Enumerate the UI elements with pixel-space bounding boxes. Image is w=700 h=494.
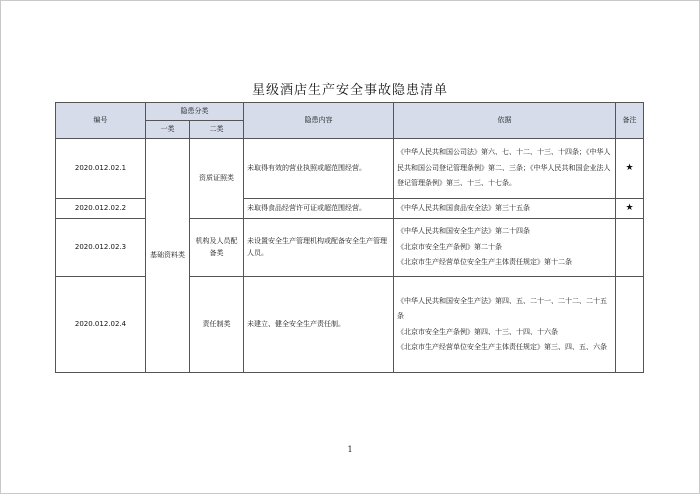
header-basis: 依据 bbox=[394, 103, 616, 139]
row-basis bbox=[394, 219, 616, 277]
table-row bbox=[56, 277, 644, 373]
row-note: ★ bbox=[616, 199, 644, 219]
hazard-table bbox=[55, 102, 644, 373]
document-title: 星级酒店生产安全事故隐患清单 bbox=[251, 83, 448, 98]
table-row bbox=[56, 139, 644, 199]
row-note bbox=[616, 219, 644, 277]
row-basis bbox=[394, 277, 616, 373]
row-code: 2020.012.02.1 bbox=[56, 139, 146, 199]
header-code: 编号 bbox=[56, 103, 146, 139]
basis-line: 《中华人民共和国安全生产法》第二十四条 bbox=[397, 227, 530, 236]
row-basis bbox=[394, 139, 616, 199]
header-row bbox=[56, 103, 644, 121]
row-note: ★ bbox=[616, 139, 644, 199]
row-code: 2020.012.02.3 bbox=[56, 219, 146, 277]
basis-line: 《中华人民共和国公司法》第六、七、十二、十三、十四条；《中华人民共和国公司登记管理条例》第二、三条；《中华人民共和国企业法人登记管理条例》第三、十三、十七条。 bbox=[397, 148, 611, 188]
basis-line: 《北京市安全生产条例》第二十条 bbox=[397, 242, 502, 251]
header-category: 隐患分类 bbox=[146, 103, 244, 121]
basis-line: 《北京市安全生产条例》第四、十三、十四、十六条 bbox=[397, 327, 558, 336]
row-basis bbox=[394, 199, 616, 219]
basis-line: 《北京市生产经营单位安全生产主体责任规定》第十二条 bbox=[397, 258, 572, 267]
row-note bbox=[616, 277, 644, 373]
row-content: 未设置安全生产管理机构或配备安全生产管理人员。 bbox=[244, 219, 394, 277]
row-cat2: 机构及人员配备类 bbox=[190, 219, 244, 277]
table-row bbox=[56, 199, 644, 219]
basis-line: 《北京市生产经营单位安全生产主体责任规定》第三、四、五、六条 bbox=[397, 342, 607, 351]
basis-line: 《中华人民共和国安全生产法》第四、五、二十一、二十二、二十五条 bbox=[397, 296, 607, 321]
header-content: 隐患内容 bbox=[244, 103, 394, 139]
page-number: 1 bbox=[347, 445, 353, 454]
header-cat2: 二类 bbox=[190, 121, 244, 139]
row-code: 2020.012.02.4 bbox=[56, 277, 146, 373]
row-content: 未取得有效的营业执照或超范围经营。 bbox=[244, 139, 394, 199]
header-note: 备注 bbox=[616, 103, 644, 139]
row-cat1: 基础资料类 bbox=[146, 139, 190, 373]
row-content: 未取得食品经营许可证或超范围经营。 bbox=[244, 199, 394, 219]
row-cat2: 资质证照类 bbox=[190, 139, 244, 219]
row-cat2: 责任制类 bbox=[190, 277, 244, 373]
header-cat1: 一类 bbox=[146, 121, 190, 139]
basis-line: 《中华人民共和国食品安全法》第三十五条 bbox=[397, 203, 530, 212]
table-row bbox=[56, 219, 644, 277]
row-code: 2020.012.02.2 bbox=[56, 199, 146, 219]
row-content: 未建立、健全安全生产责任制。 bbox=[244, 277, 394, 373]
